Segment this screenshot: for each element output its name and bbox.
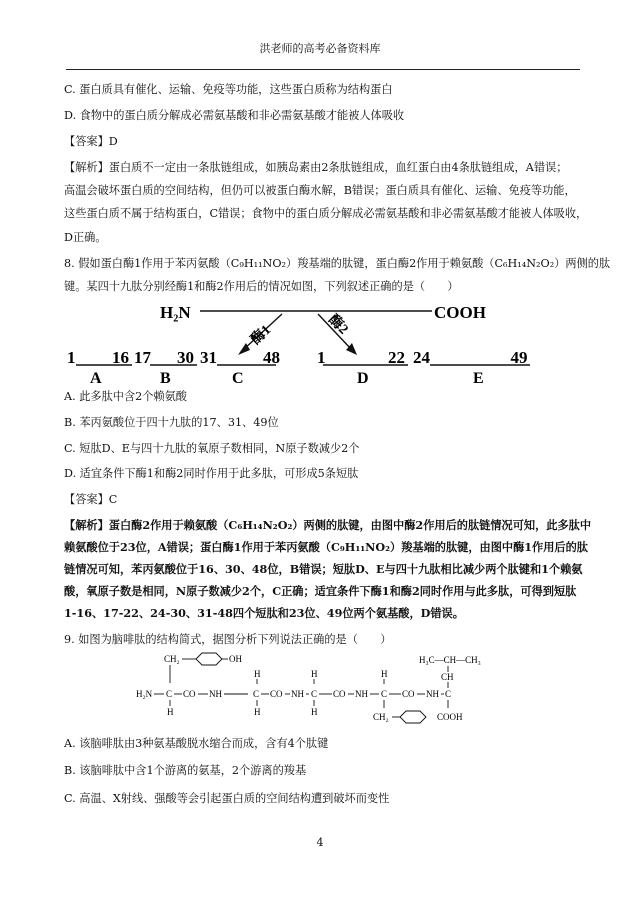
fig9-nh3: NH bbox=[355, 689, 368, 699]
question-8-option-d: D. 适宜条件下酶1和酶2同时作用于此多肽，可形成5条短肽 bbox=[64, 467, 359, 480]
fig8-seg-b-start: 17 bbox=[134, 348, 151, 367]
fig9-co4: CO bbox=[402, 689, 415, 699]
question-9-option-c: C. 高温、X射线、强酸等会引起蛋白质的空间结构遭到破坏而变性 bbox=[64, 792, 390, 805]
analysis-8-line-3: 链情况可知，苯丙氨酸位于16、30、48位，B错误；短肽D、E与四十九肽相比减少两个肽键和1个赖氨 bbox=[64, 562, 583, 576]
question-9-option-b: B. 该脑啡肽中含1个游离的氨基，2个游离的羧基 bbox=[64, 764, 307, 777]
page-header: 洪老师的高考必备资料库 bbox=[259, 42, 381, 55]
fig9-ch2-phe: CH₂ bbox=[373, 712, 389, 722]
fig8-seg-b-end: 30 bbox=[177, 348, 194, 367]
fig9-c4: C bbox=[381, 689, 388, 699]
fig8-seg-d-end: 22 bbox=[388, 348, 405, 367]
question-9-line-1: 9. 如图为脑啡肽的结构简式，据图分析下列说法正确的是（ ） bbox=[64, 633, 392, 646]
fig9-h-top-4: H bbox=[381, 669, 388, 679]
fig9-cooh: COOH bbox=[437, 712, 463, 722]
peptide-cleavage-diagram bbox=[60, 296, 530, 388]
answer-8: 【答案】C bbox=[64, 493, 118, 506]
fig9-h-bot-2: H bbox=[254, 707, 261, 717]
fig9-ch2-tyr: CH₂ bbox=[164, 654, 180, 664]
fig9-h-bot-1: H bbox=[167, 707, 174, 717]
fig9-nh4: NH bbox=[426, 689, 439, 699]
question-8-line-1: 8. 假如蛋白酶1作用于苯丙氨酸（C₉H₁₁NO₂）羧基端的肽键，蛋白酶2作用于赖氨酸（C₆H₁₄N₂O₂）两侧的肽 bbox=[64, 257, 611, 270]
fig9-leu-top: H₃C—CH—CH₃ bbox=[419, 655, 481, 665]
fig8-seg-e-end: 49 bbox=[510, 348, 528, 367]
fig9-co3: CO bbox=[333, 689, 346, 699]
question-9-option-a: A. 该脑啡肽由3种氨基酸脱水缩合而成，含有4个肽键 bbox=[64, 737, 329, 750]
answer-7: 【答案】D bbox=[64, 135, 118, 148]
analysis-7-line-1: 【解析】蛋白质不一定由一条肽链组成，如胰岛素由2条肽链组成，血红蛋白由4条肽链组成，A错误； bbox=[64, 161, 568, 174]
page-number: 4 bbox=[316, 836, 324, 849]
analysis-7-line-2: 高温会破坏蛋白质的空间结构，但仍可以被蛋白酶水解，B错误；蛋白质具有催化、运输、免疫等功能， bbox=[64, 184, 576, 197]
question-8-option-c: C. 短肽D、E与四十九肽的氧原子数相同，N原子数减少2个 bbox=[64, 442, 360, 455]
analysis-7-line-4: D正确。 bbox=[64, 231, 107, 244]
fig8-seg-b-label: B bbox=[160, 370, 171, 387]
fig9-h-top-2: H bbox=[254, 669, 261, 679]
fig8-seg-c-label: C bbox=[232, 370, 244, 387]
fig8-enzyme2-label: 酶2 bbox=[325, 312, 351, 338]
fig9-nh2: NH bbox=[291, 689, 304, 699]
fig8-seg-a-start: 1 bbox=[67, 348, 76, 367]
fig9-tyr-ring bbox=[196, 653, 222, 665]
fig9-co1: CO bbox=[183, 689, 196, 699]
fig9-oh: OH bbox=[229, 654, 242, 664]
enkephalin-structure bbox=[130, 650, 530, 730]
option-c-prev: C. 蛋白质具有催化、运输、免疫等功能，这些蛋白质称为结构蛋白 bbox=[64, 83, 393, 96]
analysis-8-line-1: 【解析】蛋白酶2作用于赖氨酸（C₆H₁₄N₂O₂）两侧的肽键，由图中酶2作用后的肽链情况可知，此多肽中 bbox=[64, 518, 592, 532]
fig9-c3: C bbox=[311, 689, 318, 699]
fig9-co2: CO bbox=[270, 689, 283, 699]
option-d-prev: D. 食物中的蛋白质分解成必需氨基酸和非必需氨基酸才能被人体吸收 bbox=[64, 109, 405, 122]
fig9-leu-ch: CH bbox=[441, 672, 454, 682]
fig8-h2n: H₂N bbox=[160, 303, 191, 322]
fig8-cooh: COOH bbox=[434, 303, 486, 322]
fig8-seg-a-end: 16 bbox=[112, 348, 129, 367]
analysis-7-line-3: 这些蛋白质不属于结构蛋白，C错误；食物中的蛋白质分解成必需氨基酸和非必需氨基酸才能被人体吸收， bbox=[64, 207, 588, 220]
fig9-c5: C bbox=[445, 689, 452, 699]
fig9-nh1: NH bbox=[209, 689, 222, 699]
question-8-option-b: B. 苯丙氨酸位于四十九肽的17、31、49位 bbox=[64, 416, 279, 429]
analysis-8-line-4: 酸，氧原子数是相同，N原子数减少2个，C正确；适宜条件下酶1和酶2同时作用与此多肽，可得到短肽 bbox=[64, 584, 577, 598]
fig8-enzyme1-label: 酶1 bbox=[248, 322, 275, 348]
fig8-seg-c-start: 31 bbox=[200, 348, 217, 367]
header-rule bbox=[66, 69, 580, 70]
analysis-8-line-5: 1-16、17-22、24-30、31-48四个短肽和23位、49位两个氨基酸，D错误。 bbox=[64, 606, 464, 620]
fig9-phe-ring bbox=[400, 711, 426, 723]
analysis-8-line-2: 赖氨酸位于23位，A错误；蛋白酶1作用于苯丙氨酸（C₉H₁₁NO₂）羧基端的肽键，由图中酶1作用后的肽 bbox=[64, 540, 588, 554]
fig8-seg-d-label: D bbox=[357, 370, 369, 387]
fig9-h-top-3: H bbox=[311, 669, 318, 679]
fig8-seg-a-label: A bbox=[90, 370, 102, 387]
fig8-seg-c-end: 48 bbox=[263, 348, 280, 367]
fig9-c1: C bbox=[166, 689, 173, 699]
fig8-seg-e-start: 24 bbox=[413, 348, 430, 367]
fig9-c2: C bbox=[253, 689, 260, 699]
fig9-h-bot-3: H bbox=[311, 707, 318, 717]
question-8-line-2: 键。某四十九肽分别经酶1和酶2作用后的情况如图，下列叙述正确的是（ ） bbox=[64, 280, 459, 293]
fig8-seg-d-start: 1 bbox=[317, 348, 326, 367]
fig9-h2n: H₂N bbox=[136, 689, 153, 699]
fig8-seg-e-label: E bbox=[473, 370, 484, 387]
question-8-option-a: A. 此多肽中含2个赖氨酸 bbox=[64, 390, 187, 403]
